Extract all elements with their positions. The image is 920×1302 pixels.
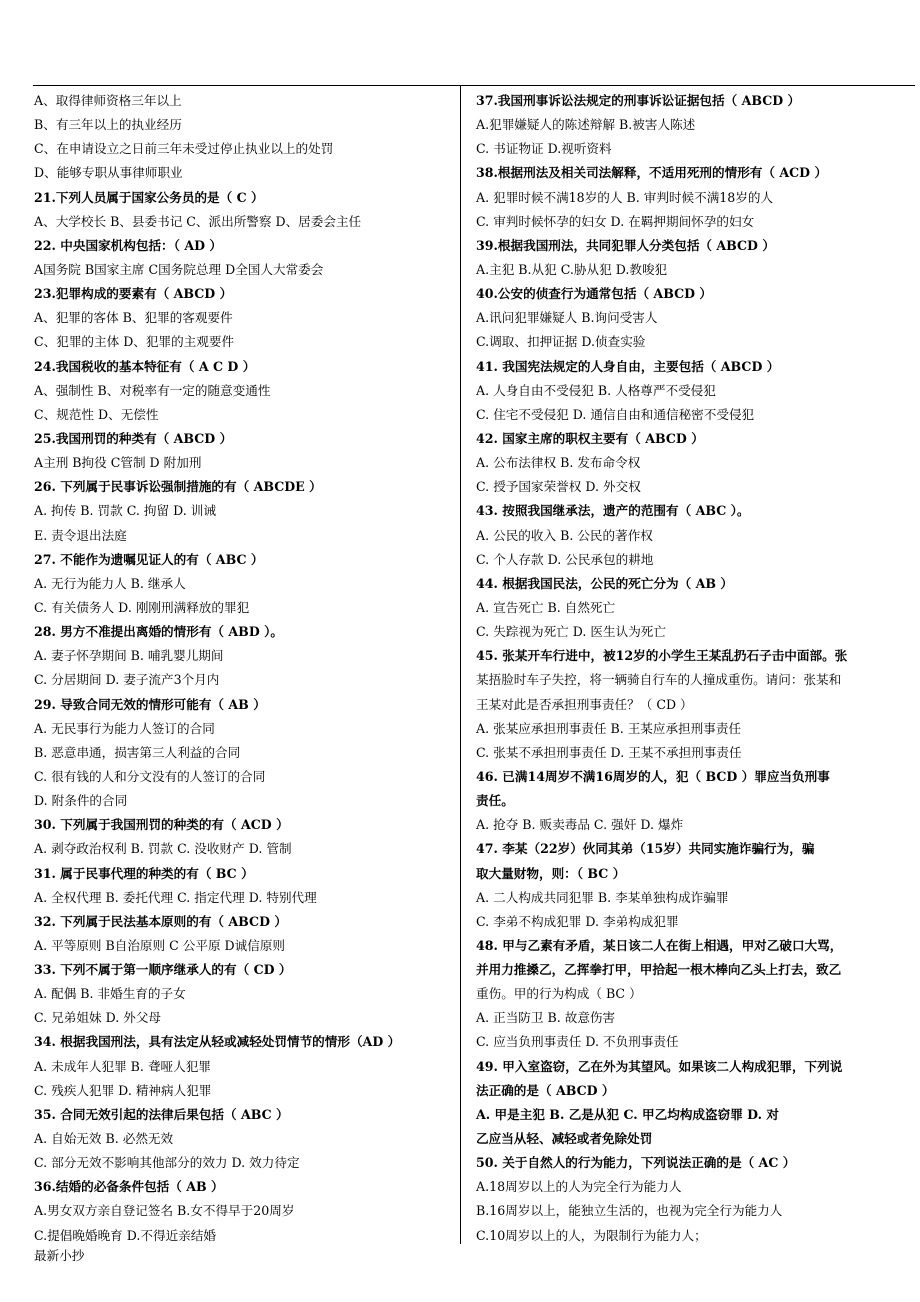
question-line: 47. 李某（22岁）伙同其弟（15岁）共同实施诈骗行为，骗 (476, 841, 815, 857)
option-line: C. 审判时候怀孕的妇女 D. 在羁押期间怀孕的妇女 (476, 213, 755, 229)
option-line: A. 宣告死亡 B. 自然死亡 (476, 599, 616, 615)
option-line: C. 应当负刑事责任 D. 不负刑事责任 (476, 1034, 679, 1050)
question-line: 42. 国家主席的职权主要有（ ABCD ） (476, 430, 704, 446)
option-line: A、强制性 B、对税率有一定的随意变通性 (34, 382, 271, 398)
option-line: C. 个人存款 D. 公民承包的耕地 (476, 551, 654, 567)
option-line: A. 抢夺 B. 贩卖毒品 C. 强奸 D. 爆炸 (476, 817, 684, 833)
question-line: 50. 关于自然人的行为能力，下列说法正确的是（ AC ） (476, 1155, 796, 1171)
option-line: C、规范性 D、无偿性 (34, 406, 159, 422)
option-line: C.提倡晚婚晚育 D.不得近亲结婚 (34, 1227, 216, 1243)
question-line: 45. 张某开车行进中，被12岁的小学生王某乱扔石子击中面部。张 (476, 648, 848, 664)
option-line: B. 恶意串通，损害第三人利益的合同 (34, 744, 241, 760)
option-line: A.男女双方亲自登记签名 B.女不得早于20周岁 (34, 1203, 295, 1219)
option-line: C. 残疾人犯罪 D. 精神病人犯罪 (34, 1082, 212, 1098)
option-line: C. 很有钱的人和分文没有的人签订的合同 (34, 768, 266, 784)
option-line: A国务院 B国家主席 C国务院总理 D全国人大常委会 (34, 261, 324, 277)
column-divider (460, 86, 461, 1244)
option-line: C. 失踪视为死亡 D. 医生认为死亡 (476, 624, 666, 640)
question-line: 24.我国税收的基本特征有（ A C D ） (34, 358, 256, 374)
option-line: A. 平等原则 B自治原则 C 公平原 D诚信原则 (34, 937, 286, 953)
option-line: A. 正当防卫 B. 故意伤害 (476, 1010, 616, 1026)
question-line: 29. 导致合同无效的情形可能有（ AB ） (34, 696, 266, 712)
option-line: C、犯罪的主体 D、犯罪的主观要件 (34, 334, 235, 350)
option-line: D、能够专职从事律师职业 (34, 165, 183, 181)
option-line: D. 附条件的合同 (34, 793, 128, 809)
question-line: 44. 根据我国民法，公民的死亡分为（ AB ） (476, 575, 733, 591)
option-line: B、有三年以上的执业经历 (34, 117, 182, 133)
question-line: 责任。 (476, 793, 514, 809)
question-line: 27. 不能作为遗嘱见证人的有（ ABC ） (34, 551, 264, 567)
option-line: 王某对此是否承担刑事责任？（ CD ） (476, 696, 693, 712)
option-line: A. 二人构成共同犯罪 B. 李某单独构成诈骗罪 (476, 889, 729, 905)
option-line: A. 张某应承担刑事责任 B. 王某应承担刑事责任 (476, 720, 742, 736)
question-line: 取大量财物，则：（ BC ） (476, 865, 626, 881)
question-line: 28. 男方不准提出离婚的情形有（ ABD ）。 (34, 624, 284, 640)
option-line: A.犯罪嫌疑人的陈述辩解 B.被害人陈述 (476, 117, 696, 133)
question-line: 26. 下列属于民事诉讼强制措施的有（ ABCDE ） (34, 479, 322, 495)
option-line: C. 授予国家荣誉权 D. 外交权 (476, 479, 641, 495)
option-line: C. 兄弟姐妹 D. 外父母 (34, 1010, 162, 1026)
question-line: 34. 根据我国刑法，具有法定从轻或减轻处罚情节的情形（AD ） (34, 1034, 401, 1050)
question-line: 37.我国刑事诉讼法规定的刑事诉讼证据包括（ ABCD ） (476, 93, 801, 108)
option-line: A. 妻子怀孕期间 B. 哺乳婴儿期间 (34, 648, 224, 664)
option-line: 重伤。甲的行为构成（ BC ） (476, 986, 642, 1002)
question-line: A. 甲是主犯 B. 乙是从犯 C. 甲乙均构成盗窃罪 D. 对 (476, 1106, 780, 1122)
option-line: C. 张某不承担刑事责任 D. 王某不承担刑事责任 (476, 744, 742, 760)
question-line: 38.根据刑法及相关司法解释，不适用死刑的情形有（ ACD ） (476, 165, 828, 181)
option-line: A. 自始无效 B. 必然无效 (34, 1131, 174, 1147)
option-line: A、大学校长 B、县委书记 C、派出所警察 D、居委会主任 (34, 213, 362, 229)
option-line: C、在申请设立之日前三年未受过停止执业以上的处罚 (34, 141, 334, 157)
option-line: A. 公布法律权 B. 发布命令权 (476, 455, 641, 471)
option-line: A、取得律师资格三年以上 (34, 93, 182, 108)
question-line: 36.结婚的必备条件包括（ AB ） (34, 1179, 224, 1195)
question-line: 49. 甲入室盗窃，乙在外为其望风。如果该二人构成犯罪，下列说 (476, 1058, 843, 1074)
option-line: A.讯问犯罪嫌疑人 B.询问受害人 (476, 310, 658, 326)
question-line: 46. 已满14周岁不满16周岁的人，犯（ BCD ）罪应当负刑事 (476, 768, 830, 784)
option-line: A. 犯罪时候不满18岁的人 B. 审判时候不满18岁的人 (476, 189, 774, 205)
option-line: C. 住宅不受侵犯 D. 通信自由和通信秘密不受侵犯 (476, 406, 755, 422)
question-line: 48. 甲与乙素有矛盾，某日该二人在街上相遇，甲对乙破口大骂， (476, 937, 843, 953)
question-line: 39.根据我国刑法，共同犯罪人分类包括（ ABCD ） (476, 237, 775, 253)
option-line: A. 无行为能力人 B. 继承人 (34, 575, 186, 591)
option-line: A. 全权代理 B. 委托代理 C. 指定代理 D. 特别代理 (34, 889, 317, 905)
option-line: C. 书证物证 D.视听资料 (476, 141, 612, 157)
option-line: B.16周岁以上，能独立生活的，也视为完全行为能力人 (476, 1203, 783, 1219)
option-line: A. 拘传 B. 罚款 C. 拘留 D. 训诫 (34, 503, 216, 519)
option-line: C. 部分无效不影响其他部分的效力 D. 效力待定 (34, 1155, 300, 1171)
right-column (476, 89, 912, 1248)
option-line: C. 有关债务人 D. 刚刚刑满释放的罪犯 (34, 599, 250, 615)
question-line: 乙应当从轻、减轻或者免除处罚 (476, 1131, 653, 1147)
top-rule (33, 85, 915, 86)
option-line: E. 责令退出法庭 (34, 527, 127, 543)
option-line: A. 人身自由不受侵犯 B. 人格尊严不受侵犯 (476, 382, 716, 398)
question-line: 40.公安的侦查行为通常包括（ ABCD ） (476, 286, 712, 302)
question-line: 21.下列人员属于国家公务员的是（ C ） (34, 189, 264, 205)
question-line: 33. 下列不属于第一顺序继承人的有（ CD ） (34, 962, 292, 978)
question-line: 并用力推搡乙，乙挥拳打甲，甲拾起一根木棒向乙头上打去，致乙 (476, 962, 842, 978)
option-line: 某捂脸时车子失控，将一辆骑自行车的人撞成重伤。请问：张某和 (476, 672, 842, 688)
option-line: A.主犯 B.从犯 C.胁从犯 D.教唆犯 (476, 261, 668, 277)
option-line: C. 李弟不构成犯罪 D. 李弟构成犯罪 (476, 913, 679, 929)
option-line: A、犯罪的客体 B、犯罪的客观要件 (34, 310, 233, 326)
option-line: A. 剥夺政治权利 B. 罚款 C. 没收财产 D. 管制 (34, 841, 292, 857)
option-line: A主刑 B拘役 C管制 D 附加刑 (34, 455, 202, 471)
question-line: 22. 中央国家机构包括：（ AD ） (34, 237, 222, 253)
option-line: C.调取、扣押证据 D.侦查实验 (476, 334, 646, 350)
left-column (34, 89, 454, 1248)
question-line: 31. 属于民事代理的种类的有（ BC ） (34, 865, 254, 881)
question-line: 41. 我国宪法规定的人身自由，主要包括（ ABCD ） (476, 358, 780, 374)
option-line: A. 配偶 B. 非婚生育的子女 (34, 986, 186, 1002)
question-line: 30. 下列属于我国刑罚的种类的有（ ACD ） (34, 817, 289, 833)
option-line: A. 未成年人犯罪 B. 聋哑人犯罪 (34, 1058, 211, 1074)
option-line: A. 公民的收入 B. 公民的著作权 (476, 527, 653, 543)
question-line: 35. 合同无效引起的法律后果包括（ ABC ） (34, 1106, 289, 1122)
question-line: 25.我国刑罚的种类有（ ABCD ） (34, 430, 233, 446)
option-line: A. 无民事行为能力人签订的合同 (34, 720, 215, 736)
question-line: 23.犯罪构成的要素有（ ABCD ） (34, 286, 233, 302)
question-line: 32. 下列属于民法基本原则的有（ ABCD ） (34, 913, 287, 929)
question-line: 法正确的是（ ABCD ） (476, 1082, 615, 1098)
question-line: 43. 按照我国继承法，遗产的范围有（ ABC ）。 (476, 503, 750, 519)
option-line: C.10周岁以上的人，为限制行为能力人； (476, 1227, 707, 1243)
option-line: C. 分居期间 D. 妻子流产3个月内 (34, 672, 220, 688)
footer-text: 最新小抄 (34, 1248, 85, 1263)
option-line: A.18周岁以上的人为完全行为能力人 (476, 1179, 682, 1195)
